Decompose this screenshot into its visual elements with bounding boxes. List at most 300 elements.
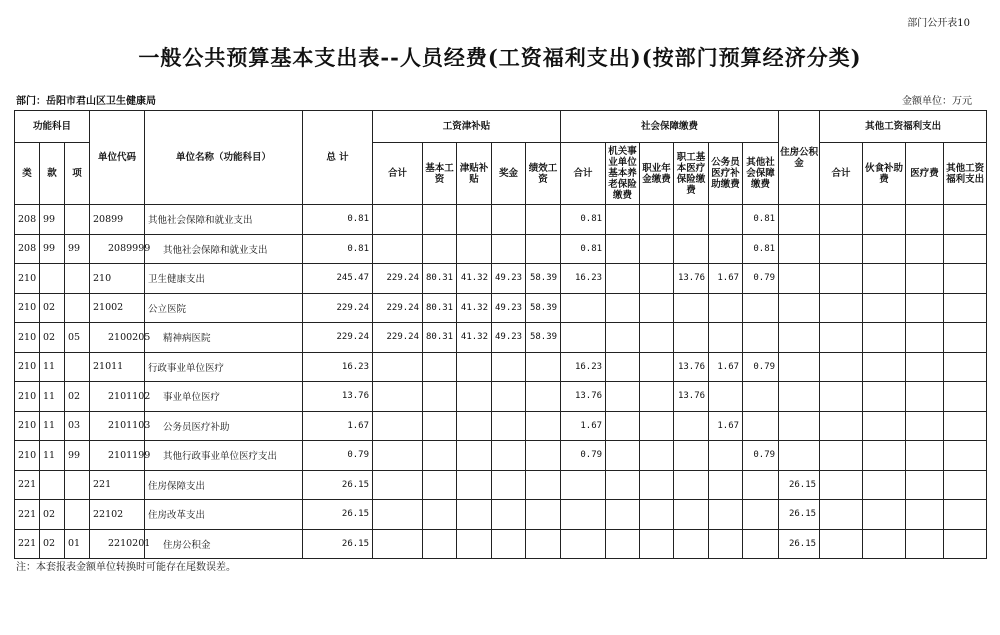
cell-social: 0.79 bbox=[743, 441, 779, 471]
cell-housing bbox=[779, 205, 820, 235]
cell-wage: 49.23 bbox=[492, 323, 526, 353]
cell-wage bbox=[423, 352, 457, 382]
cell-kuan: 11 bbox=[40, 441, 65, 471]
cell-social bbox=[709, 234, 743, 264]
cell-housing: 26.15 bbox=[779, 470, 820, 500]
cell-wage bbox=[457, 205, 492, 235]
table-row bbox=[15, 323, 987, 353]
report-number: 部门公开表10 bbox=[907, 18, 970, 29]
cell-wage bbox=[526, 382, 561, 412]
cell-social: 13.76 bbox=[561, 382, 606, 412]
cell-other bbox=[906, 264, 944, 294]
cell-housing bbox=[779, 293, 820, 323]
cell-wage: 229.24 bbox=[373, 323, 423, 353]
other-col-header: 伙食补助费 bbox=[863, 143, 906, 205]
xiang-header: 项 bbox=[65, 143, 90, 205]
cell-total: 0.81 bbox=[303, 205, 373, 235]
social-col-header: 公务员医疗补助缴费 bbox=[709, 143, 743, 205]
cell-social bbox=[640, 205, 674, 235]
cell-social bbox=[743, 382, 779, 412]
cell-other bbox=[863, 470, 906, 500]
cell-other bbox=[863, 529, 906, 559]
cell-other bbox=[944, 293, 987, 323]
cell-xiang bbox=[65, 205, 90, 235]
cell-social bbox=[674, 441, 709, 471]
cell-social bbox=[674, 323, 709, 353]
cell-social bbox=[743, 500, 779, 530]
cell-social bbox=[743, 293, 779, 323]
unit-code-header: 单位代码 bbox=[90, 111, 145, 205]
table-row bbox=[15, 470, 987, 500]
cell-unit-code: 21002 bbox=[90, 293, 145, 323]
cell-social: 13.76 bbox=[674, 264, 709, 294]
cell-social: 0.81 bbox=[743, 205, 779, 235]
cell-wage: 49.23 bbox=[492, 293, 526, 323]
cell-unit-name: 其他社会保障和就业支出 bbox=[145, 234, 303, 264]
cell-social bbox=[709, 441, 743, 471]
cell-unit-code: 2101102 bbox=[90, 382, 145, 412]
cell-social bbox=[561, 529, 606, 559]
cell-other bbox=[863, 323, 906, 353]
wage-group-header: 工资津补贴 bbox=[373, 111, 561, 143]
cell-wage bbox=[492, 205, 526, 235]
cell-other bbox=[944, 234, 987, 264]
cell-wage bbox=[423, 500, 457, 530]
cell-other bbox=[944, 264, 987, 294]
cell-other bbox=[863, 500, 906, 530]
cell-unit-name: 公立医院 bbox=[145, 293, 303, 323]
cell-lei: 208 bbox=[15, 234, 40, 264]
cell-social: 0.81 bbox=[561, 234, 606, 264]
cell-other bbox=[906, 205, 944, 235]
cell-other bbox=[944, 441, 987, 471]
cell-unit-code: 2089999 bbox=[90, 234, 145, 264]
cell-kuan: 11 bbox=[40, 411, 65, 441]
cell-other bbox=[906, 470, 944, 500]
cell-kuan: 02 bbox=[40, 529, 65, 559]
department-label: 部门：岳阳市君山区卫生健康局 bbox=[16, 96, 156, 107]
cell-wage: 41.32 bbox=[457, 293, 492, 323]
cell-unit-name: 行政事业单位医疗 bbox=[145, 352, 303, 382]
cell-other bbox=[944, 323, 987, 353]
cell-wage bbox=[526, 352, 561, 382]
cell-total: 1.67 bbox=[303, 411, 373, 441]
cell-lei: 210 bbox=[15, 293, 40, 323]
cell-social bbox=[674, 529, 709, 559]
cell-social: 1.67 bbox=[709, 411, 743, 441]
cell-other bbox=[906, 441, 944, 471]
cell-total: 229.24 bbox=[303, 293, 373, 323]
cell-unit-code: 21011 bbox=[90, 352, 145, 382]
wage-col-header: 绩效工资 bbox=[526, 143, 561, 205]
cell-total: 26.15 bbox=[303, 500, 373, 530]
cell-unit-code: 2210201 bbox=[90, 529, 145, 559]
unit-name-header: 单位名称（功能科目） bbox=[145, 111, 303, 205]
cell-social: 13.76 bbox=[674, 352, 709, 382]
cell-wage: 58.39 bbox=[526, 264, 561, 294]
cell-wage bbox=[457, 470, 492, 500]
cell-kuan bbox=[40, 470, 65, 500]
cell-unit-code: 20899 bbox=[90, 205, 145, 235]
cell-social bbox=[709, 500, 743, 530]
cell-social bbox=[561, 500, 606, 530]
cell-wage bbox=[526, 529, 561, 559]
cell-social bbox=[674, 205, 709, 235]
cell-housing: 26.15 bbox=[779, 529, 820, 559]
cell-other bbox=[944, 382, 987, 412]
cell-total: 0.79 bbox=[303, 441, 373, 471]
cell-social bbox=[606, 205, 640, 235]
cell-social bbox=[606, 293, 640, 323]
cell-wage: 229.24 bbox=[373, 264, 423, 294]
cell-xiang bbox=[65, 470, 90, 500]
cell-xiang bbox=[65, 352, 90, 382]
cell-social: 1.67 bbox=[709, 352, 743, 382]
cell-wage bbox=[492, 529, 526, 559]
cell-wage bbox=[457, 382, 492, 412]
cell-housing bbox=[779, 264, 820, 294]
cell-social bbox=[709, 382, 743, 412]
table-body bbox=[15, 205, 987, 559]
cell-social bbox=[606, 382, 640, 412]
cell-wage bbox=[373, 234, 423, 264]
cell-lei: 208 bbox=[15, 205, 40, 235]
cell-wage bbox=[457, 352, 492, 382]
cell-social bbox=[640, 382, 674, 412]
lei-header: 类 bbox=[15, 143, 40, 205]
cell-social: 0.79 bbox=[561, 441, 606, 471]
cell-unit-code: 2100205 bbox=[90, 323, 145, 353]
cell-other bbox=[906, 323, 944, 353]
cell-other bbox=[906, 529, 944, 559]
cell-social bbox=[640, 264, 674, 294]
cell-housing: 26.15 bbox=[779, 500, 820, 530]
cell-other bbox=[944, 470, 987, 500]
cell-social bbox=[709, 470, 743, 500]
cell-wage bbox=[373, 529, 423, 559]
cell-other bbox=[863, 264, 906, 294]
cell-unit-code: 2101199 bbox=[90, 441, 145, 471]
other-col-header: 医疗费 bbox=[906, 143, 944, 205]
cell-social bbox=[606, 441, 640, 471]
cell-housing bbox=[779, 352, 820, 382]
cell-social bbox=[709, 293, 743, 323]
cell-social bbox=[606, 411, 640, 441]
cell-wage: 80.31 bbox=[423, 323, 457, 353]
cell-social bbox=[606, 529, 640, 559]
cell-social bbox=[674, 411, 709, 441]
kuan-header: 款 bbox=[40, 143, 65, 205]
cell-housing bbox=[779, 441, 820, 471]
cell-other bbox=[944, 500, 987, 530]
cell-social bbox=[674, 293, 709, 323]
cell-kuan: 02 bbox=[40, 293, 65, 323]
social-col-header: 其他社会保障缴费 bbox=[743, 143, 779, 205]
cell-unit-name: 其他行政事业单位医疗支出 bbox=[145, 441, 303, 471]
cell-lei: 210 bbox=[15, 411, 40, 441]
cell-social: 1.67 bbox=[561, 411, 606, 441]
cell-other bbox=[820, 293, 863, 323]
cell-unit-name: 住房保障支出 bbox=[145, 470, 303, 500]
amount-unit-label: 金额单位：万元 bbox=[902, 96, 972, 107]
cell-wage bbox=[423, 470, 457, 500]
cell-social bbox=[743, 323, 779, 353]
cell-wage bbox=[492, 500, 526, 530]
cell-other bbox=[820, 529, 863, 559]
cell-other bbox=[944, 411, 987, 441]
cell-social bbox=[640, 293, 674, 323]
cell-other bbox=[863, 205, 906, 235]
cell-wage: 80.31 bbox=[423, 293, 457, 323]
cell-social bbox=[606, 264, 640, 294]
cell-lei: 210 bbox=[15, 441, 40, 471]
table-row bbox=[15, 205, 987, 235]
cell-lei: 210 bbox=[15, 264, 40, 294]
cell-kuan bbox=[40, 264, 65, 294]
cell-unit-name: 事业单位医疗 bbox=[145, 382, 303, 412]
cell-xiang bbox=[65, 293, 90, 323]
cell-other bbox=[906, 352, 944, 382]
cell-total: 16.23 bbox=[303, 352, 373, 382]
cell-wage bbox=[492, 441, 526, 471]
cell-total: 0.81 bbox=[303, 234, 373, 264]
cell-unit-name: 住房改革支出 bbox=[145, 500, 303, 530]
cell-other bbox=[863, 382, 906, 412]
wage-col-header: 合计 bbox=[373, 143, 423, 205]
cell-wage: 58.39 bbox=[526, 293, 561, 323]
cell-wage bbox=[492, 352, 526, 382]
cell-wage: 41.32 bbox=[457, 264, 492, 294]
cell-social bbox=[561, 293, 606, 323]
cell-social bbox=[709, 323, 743, 353]
cell-other bbox=[820, 441, 863, 471]
total-header: 总 计 bbox=[303, 111, 373, 205]
cell-social bbox=[674, 500, 709, 530]
cell-wage bbox=[526, 500, 561, 530]
cell-total: 13.76 bbox=[303, 382, 373, 412]
table-row bbox=[15, 500, 987, 530]
cell-social bbox=[743, 470, 779, 500]
cell-wage bbox=[526, 470, 561, 500]
cell-wage bbox=[423, 205, 457, 235]
table-row bbox=[15, 529, 987, 559]
cell-social: 0.81 bbox=[561, 205, 606, 235]
cell-unit-name: 其他社会保障和就业支出 bbox=[145, 205, 303, 235]
cell-social bbox=[640, 411, 674, 441]
cell-social bbox=[743, 529, 779, 559]
cell-wage bbox=[423, 234, 457, 264]
cell-social bbox=[640, 529, 674, 559]
cell-wage: 229.24 bbox=[373, 293, 423, 323]
cell-wage bbox=[373, 500, 423, 530]
cell-wage bbox=[457, 500, 492, 530]
social-col-header: 合计 bbox=[561, 143, 606, 205]
cell-other bbox=[820, 500, 863, 530]
cell-kuan: 02 bbox=[40, 500, 65, 530]
other-group-header: 其他工资福利支出 bbox=[820, 111, 987, 143]
cell-unit-code: 221 bbox=[90, 470, 145, 500]
cell-social: 0.79 bbox=[743, 264, 779, 294]
cell-social bbox=[640, 470, 674, 500]
cell-wage bbox=[373, 441, 423, 471]
cell-other bbox=[820, 352, 863, 382]
wage-col-header: 基本工资 bbox=[423, 143, 457, 205]
cell-wage bbox=[492, 411, 526, 441]
cell-other bbox=[863, 441, 906, 471]
cell-wage: 49.23 bbox=[492, 264, 526, 294]
cell-kuan: 11 bbox=[40, 352, 65, 382]
cell-lei: 210 bbox=[15, 382, 40, 412]
cell-unit-name: 住房公积金 bbox=[145, 529, 303, 559]
budget-table bbox=[14, 110, 987, 559]
cell-lei: 221 bbox=[15, 529, 40, 559]
cell-wage bbox=[526, 411, 561, 441]
cell-wage bbox=[492, 382, 526, 412]
cell-xiang: 99 bbox=[65, 441, 90, 471]
cell-wage bbox=[457, 529, 492, 559]
cell-kuan: 11 bbox=[40, 382, 65, 412]
cell-other bbox=[906, 411, 944, 441]
cell-other bbox=[863, 234, 906, 264]
cell-unit-name: 精神病医院 bbox=[145, 323, 303, 353]
cell-unit-code: 22102 bbox=[90, 500, 145, 530]
cell-housing bbox=[779, 323, 820, 353]
wage-col-header: 津贴补贴 bbox=[457, 143, 492, 205]
table-row bbox=[15, 411, 987, 441]
cell-other bbox=[863, 411, 906, 441]
cell-housing bbox=[779, 382, 820, 412]
cell-lei: 221 bbox=[15, 500, 40, 530]
social-group-header: 社会保障缴费 bbox=[561, 111, 779, 143]
cell-wage: 41.32 bbox=[457, 323, 492, 353]
cell-wage bbox=[492, 470, 526, 500]
cell-social bbox=[561, 470, 606, 500]
cell-xiang: 99 bbox=[65, 234, 90, 264]
cell-social: 0.81 bbox=[743, 234, 779, 264]
cell-social bbox=[606, 470, 640, 500]
cell-social bbox=[743, 411, 779, 441]
cell-housing bbox=[779, 411, 820, 441]
cell-total: 26.15 bbox=[303, 529, 373, 559]
cell-other bbox=[944, 529, 987, 559]
table-row bbox=[15, 441, 987, 471]
cell-social bbox=[606, 323, 640, 353]
cell-wage bbox=[423, 411, 457, 441]
cell-other bbox=[820, 264, 863, 294]
cell-kuan: 99 bbox=[40, 205, 65, 235]
cell-xiang: 01 bbox=[65, 529, 90, 559]
cell-wage bbox=[423, 441, 457, 471]
cell-wage bbox=[457, 234, 492, 264]
cell-other bbox=[820, 234, 863, 264]
social-col-header: 机关事业单位基本养老保险缴费 bbox=[606, 143, 640, 205]
cell-unit-code: 210 bbox=[90, 264, 145, 294]
cell-wage bbox=[526, 205, 561, 235]
cell-wage bbox=[423, 529, 457, 559]
cell-other bbox=[863, 352, 906, 382]
cell-wage bbox=[373, 470, 423, 500]
page-title: 一般公共预算基本支出表--人员经费(工资福利支出)(按部门预算经济分类) bbox=[138, 45, 862, 70]
cell-social bbox=[561, 323, 606, 353]
cell-wage bbox=[373, 352, 423, 382]
cell-social: 1.67 bbox=[709, 264, 743, 294]
cell-other bbox=[820, 470, 863, 500]
cell-xiang: 02 bbox=[65, 382, 90, 412]
cell-housing bbox=[779, 234, 820, 264]
cell-social bbox=[640, 234, 674, 264]
wage-col-header: 奖金 bbox=[492, 143, 526, 205]
cell-social: 13.76 bbox=[674, 382, 709, 412]
cell-other bbox=[944, 205, 987, 235]
cell-other bbox=[863, 293, 906, 323]
cell-social: 16.23 bbox=[561, 352, 606, 382]
cell-total: 26.15 bbox=[303, 470, 373, 500]
table-row bbox=[15, 264, 987, 294]
table-row bbox=[15, 382, 987, 412]
cell-wage bbox=[373, 205, 423, 235]
cell-lei: 210 bbox=[15, 352, 40, 382]
housing-fund-header: 住房公积金 bbox=[779, 111, 820, 205]
cell-social bbox=[640, 352, 674, 382]
cell-unit-name: 公务员医疗补助 bbox=[145, 411, 303, 441]
cell-social bbox=[709, 529, 743, 559]
cell-wage bbox=[373, 382, 423, 412]
social-col-header: 职工基本医疗保险缴费 bbox=[674, 143, 709, 205]
table-row bbox=[15, 234, 987, 264]
cell-social bbox=[640, 500, 674, 530]
cell-xiang: 05 bbox=[65, 323, 90, 353]
cell-social bbox=[674, 234, 709, 264]
cell-other bbox=[906, 500, 944, 530]
cell-other bbox=[820, 323, 863, 353]
cell-other bbox=[906, 234, 944, 264]
cell-other bbox=[906, 382, 944, 412]
cell-wage: 58.39 bbox=[526, 323, 561, 353]
cell-other bbox=[820, 382, 863, 412]
cell-lei: 221 bbox=[15, 470, 40, 500]
cell-social: 0.79 bbox=[743, 352, 779, 382]
cell-social: 16.23 bbox=[561, 264, 606, 294]
cell-xiang bbox=[65, 264, 90, 294]
cell-other bbox=[820, 205, 863, 235]
cell-social bbox=[674, 470, 709, 500]
table-row bbox=[15, 293, 987, 323]
social-col-header: 职业年金缴费 bbox=[640, 143, 674, 205]
cell-kuan: 99 bbox=[40, 234, 65, 264]
other-col-header: 其他工资福利支出 bbox=[944, 143, 987, 205]
table-row bbox=[15, 352, 987, 382]
cell-social bbox=[640, 441, 674, 471]
cell-wage bbox=[526, 234, 561, 264]
cell-wage: 80.31 bbox=[423, 264, 457, 294]
cell-total: 229.24 bbox=[303, 323, 373, 353]
cell-social bbox=[606, 500, 640, 530]
cell-xiang bbox=[65, 500, 90, 530]
footnote: 注：本套报表金额单位转换时可能存在尾数误差。 bbox=[16, 562, 236, 573]
func-subject-header: 功能科目 bbox=[15, 111, 90, 143]
cell-total: 245.47 bbox=[303, 264, 373, 294]
cell-wage bbox=[373, 411, 423, 441]
cell-wage bbox=[526, 441, 561, 471]
cell-social bbox=[709, 205, 743, 235]
cell-other bbox=[944, 352, 987, 382]
cell-other bbox=[820, 411, 863, 441]
cell-wage bbox=[492, 234, 526, 264]
cell-xiang: 03 bbox=[65, 411, 90, 441]
other-col-header: 合计 bbox=[820, 143, 863, 205]
cell-lei: 210 bbox=[15, 323, 40, 353]
cell-unit-code: 2101103 bbox=[90, 411, 145, 441]
